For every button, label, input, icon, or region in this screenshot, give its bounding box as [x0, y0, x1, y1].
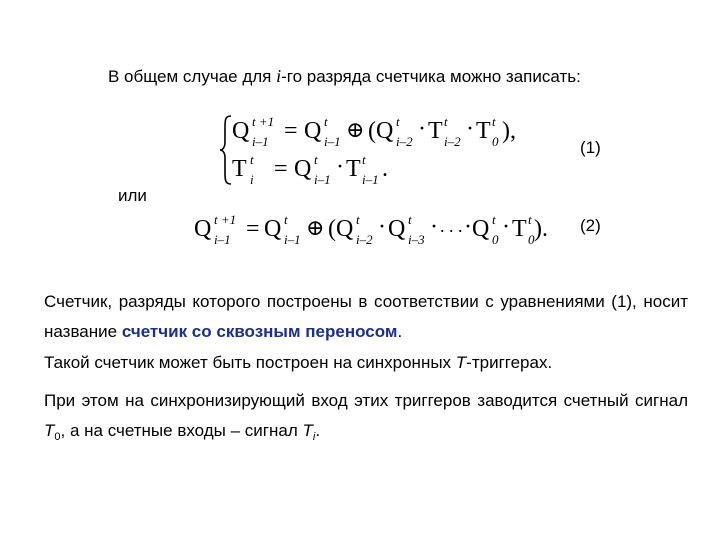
paragraph-1-text: Счетчик, разряды которого построены в соответствии с уравнениями (1), носит название [44, 292, 688, 341]
equation-1-number: (1) [580, 138, 601, 157]
paragraph-3-var1: T [44, 421, 55, 440]
paragraph-3-sub2: i [312, 431, 316, 443]
paragraph-3-end: . [315, 421, 321, 440]
paragraph-1-end: . [397, 322, 403, 341]
equation-1 [218, 112, 518, 188]
equation-2: Q t +1 i–1 = Q t i–1 ⊕ ( Q t i–2 · Q t i–3 · . . . · Q t 0 · T t 0 ). [194, 212, 548, 247]
connector-text: или [118, 186, 147, 205]
paragraph-3-var2: T [302, 421, 313, 440]
paragraph-2-before: Такой счетчик может быть построен на синхронных [44, 353, 456, 372]
intro-text-before: В общем случае для [108, 67, 277, 86]
term-highlight: счетчик со сквозным переносом [121, 322, 398, 341]
paragraph-3 [44, 386, 688, 452]
intro-var: i [276, 66, 282, 86]
equation-2-number: (2) [580, 216, 601, 235]
intro-line [108, 66, 581, 87]
equation-1-line-1: Q t +1 i–1 = Q t i–1 ⊕ ( Q t i–2 · T t i–2 · T t 0 ), [232, 114, 516, 149]
paragraph-3-part1: При этом на синхронизирующий вход этих триггеров заводится счетный сигнал [44, 391, 688, 410]
paragraph-3-part2: , а на счетные входы – сигнал [60, 421, 303, 440]
paragraph-1 [44, 287, 688, 347]
paragraph-2-after: -триггерах. [466, 353, 553, 372]
paragraph-2-var: T [455, 353, 467, 372]
equation-1-line-2: T t i = Q t i–1 · T t i–1 . [232, 152, 388, 187]
paragraph-3-sub1: 0 [54, 431, 61, 443]
paragraph-2 [44, 348, 688, 378]
intro-text-after: -го разряда счетчика можно записать: [281, 67, 581, 86]
